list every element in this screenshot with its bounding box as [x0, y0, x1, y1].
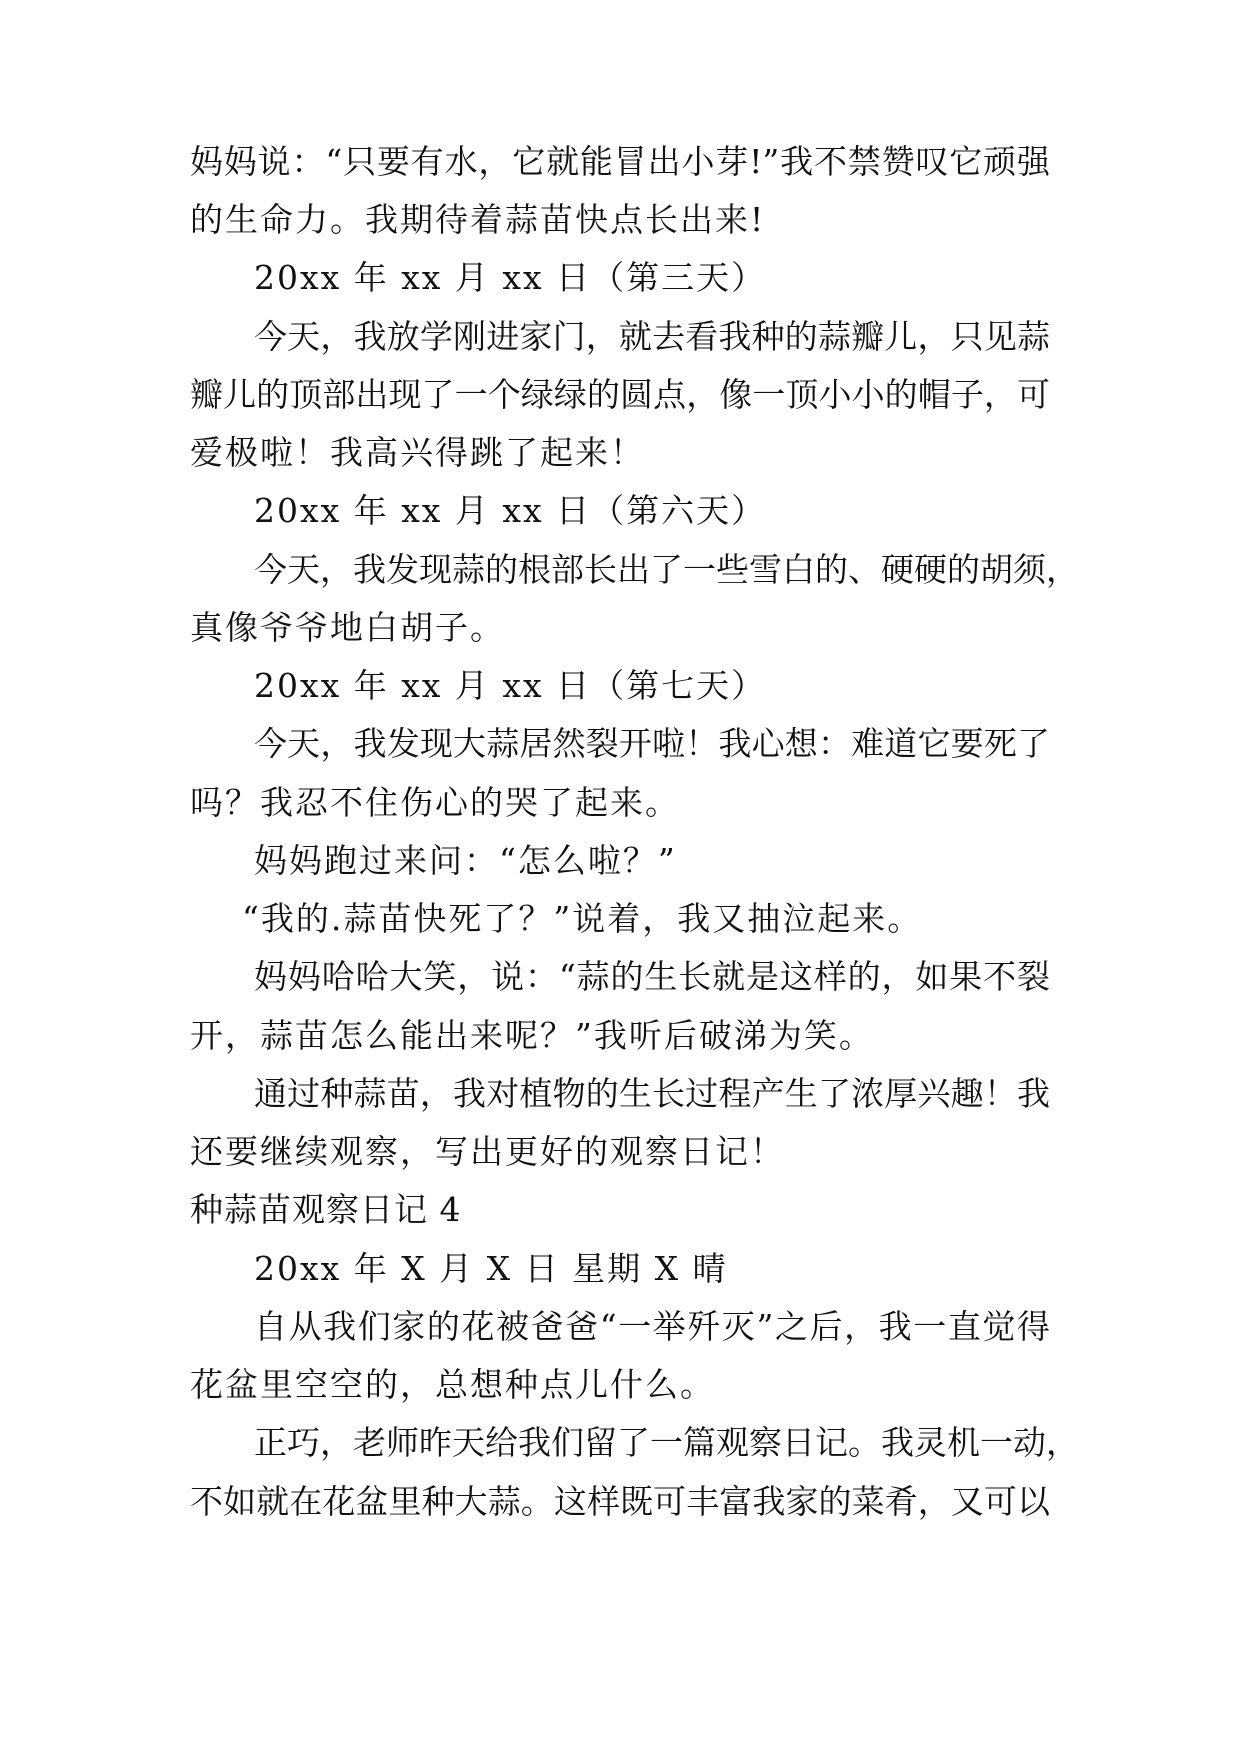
paragraph-line: 不如就在花盆里种大蒜。这样既可丰富我家的菜肴，又可以 — [190, 1482, 1050, 1521]
paragraph-line: “我的.蒜苗快死了？”说着，我又抽泣起来。 — [242, 899, 923, 938]
paragraph-line: 通过种蒜苗，我对植物的生长过程产生了浓厚兴趣！我 — [254, 1074, 1050, 1113]
paragraph-line: 今天，我发现大蒜居然裂开啦！我心想：难道它要死了 — [254, 724, 1050, 763]
diary-date-heading: 20xx 年 xx 月 xx 日（第七天） — [254, 666, 767, 705]
paragraph-line: 的生命力。我期待着蒜苗快点长出来! — [190, 200, 766, 239]
paragraph-line: 爱极啦！我高兴得跳了起来！ — [190, 433, 645, 472]
paragraph-line: 妈妈跑过来问：“怎么啦？” — [254, 841, 677, 880]
section-title: 种蒜苗观察日记 4 — [190, 1190, 462, 1229]
paragraph-line: 今天，我放学刚进家门，就去看我种的蒜瓣儿，只见蒜 — [254, 317, 1050, 356]
diary-date-heading: 20xx 年 X 月 X 日 星期 X 晴 — [254, 1249, 728, 1288]
paragraph-line: 瓣儿的顶部出现了一个绿绿的圆点，像一顶小小的帽子，可 — [190, 375, 1050, 414]
paragraph-line: 正巧，老师昨天给我们留了一篇观察日记。我灵机一动， — [254, 1423, 1079, 1462]
paragraph-line: 自从我们家的花被爸爸“一举歼灭”之后，我一直觉得 — [254, 1307, 1050, 1346]
paragraph-line: 妈妈说：“只要有水，它就能冒出小芽!”我不禁赞叹它顽强 — [190, 142, 1050, 181]
diary-date-heading: 20xx 年 xx 月 xx 日（第三天） — [254, 258, 767, 297]
paragraph-line: 吗？我忍不住伤心的哭了起来。 — [190, 783, 680, 822]
paragraph-line: 还要继续观察，写出更好的观察日记！ — [190, 1132, 785, 1171]
paragraph-line: 真像爷爷地白胡子。 — [190, 608, 505, 647]
paragraph-line: 妈妈哈哈大笑，说：“蒜的生长就是这样的，如果不裂 — [254, 957, 1050, 996]
paragraph-line: 今天，我发现蒜的根部长出了一些雪白的、硬硬的胡须， — [254, 550, 1079, 589]
diary-date-heading: 20xx 年 xx 月 xx 日（第六天） — [254, 491, 767, 530]
paragraph-line: 开，蒜苗怎么能出来呢？”我听后破涕为笑。 — [190, 1016, 874, 1055]
paragraph-line: 花盆里空空的，总想种点儿什么。 — [190, 1365, 715, 1404]
